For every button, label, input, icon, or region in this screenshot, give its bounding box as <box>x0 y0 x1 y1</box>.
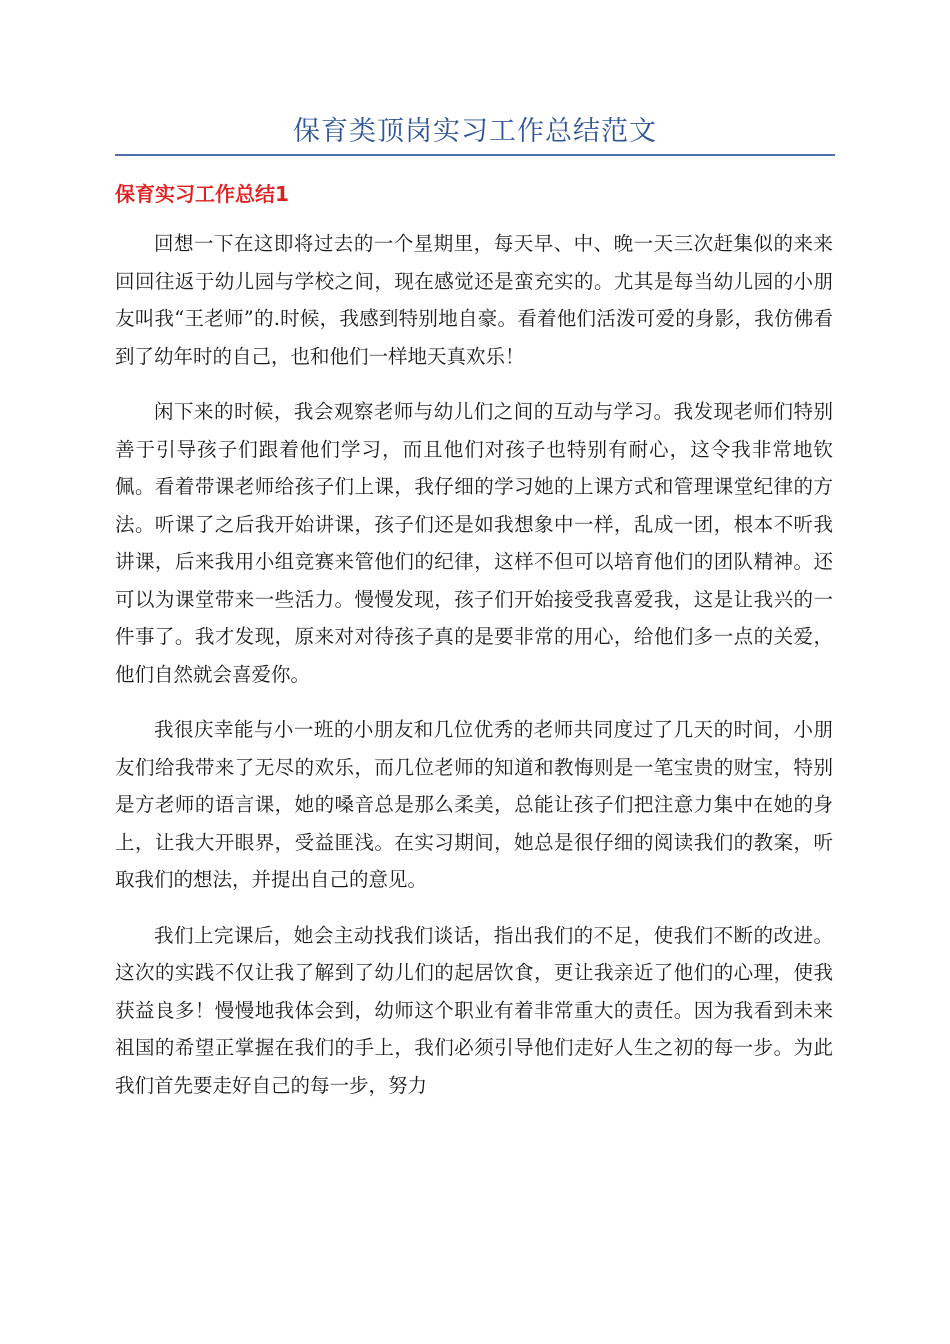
title-underline <box>115 154 835 156</box>
paragraph: 我们上完课后，她会主动找我们谈话，指出我们的不足，使我们不断的改进。这次的实践不仅让我了解到了幼儿们的起居饮食，更让我亲近了他们的心理，使我获益良多！慢慢地我体会到，幼师这个职业有着非常重大的责任。因为我看到未来祖国的希望正掌握在我们的手上，我们必须引导他们走好人生之初的每一步。为此我们首先要走好自己的每一步，努力 <box>115 923 833 1097</box>
paragraph: 回想一下在这即将过去的一个星期里，每天早、中、晚一天三次赶集似的来来回回往返于幼儿园与学校之间，现在感觉还是蛮充实的。尤其是每当幼儿园的小朋友叫我“王老师”的.时候，我感到特别地自豪。看着他们活泼可爱的身影，我仿佛看到了幼年时的自己，也和他们一样地天真欢乐！ <box>115 232 833 368</box>
document-body <box>115 225 833 1122</box>
document-title: 保育类顶岗实习工作总结范文 <box>293 116 657 147</box>
paragraph: 闲下来的时候，我会观察老师与幼儿们之间的互动与学习。我发现老师们特别善于引导孩子们跟着他们学习，而且他们对孩子也特别有耐心，这令我非常地钦佩。看着带课老师给孩子们上课，我仔细的学习她的上课方式和管理课堂纪律的方法。听课了之后我开始讲课，孩子们还是如我想象中一样，乱成一团，根本不听我讲课，后来我用小组竞赛来管他们的纪律，这样不但可以培育他们的团队精神。还可以为课堂带来一些活力。慢慢发现，孩子们开始接受我喜爱我，这是让我兴的一件事了。我才发现，原来对对待孩子真的是要非常的用心，给他们多一点的关爱，他们自然就会喜爱你。 <box>115 400 833 686</box>
paragraph: 我很庆幸能与小一班的小朋友和几位优秀的老师共同度过了几天的时间，小朋友们给我带来了无尽的欢乐，而几位老师的知道和教悔则是一笔宝贵的财宝，特别是方老师的语言课，她的嗓音总是那么柔美，总能让孩子们把注意力集中在她的身上，让我大开眼界，受益匪浅。在实习期间，她总是很仔细的阅读我们的教案，听取我们的想法，并提出自己的意见。 <box>115 718 833 891</box>
section-heading: 保育实习工作总结1 <box>115 182 289 206</box>
